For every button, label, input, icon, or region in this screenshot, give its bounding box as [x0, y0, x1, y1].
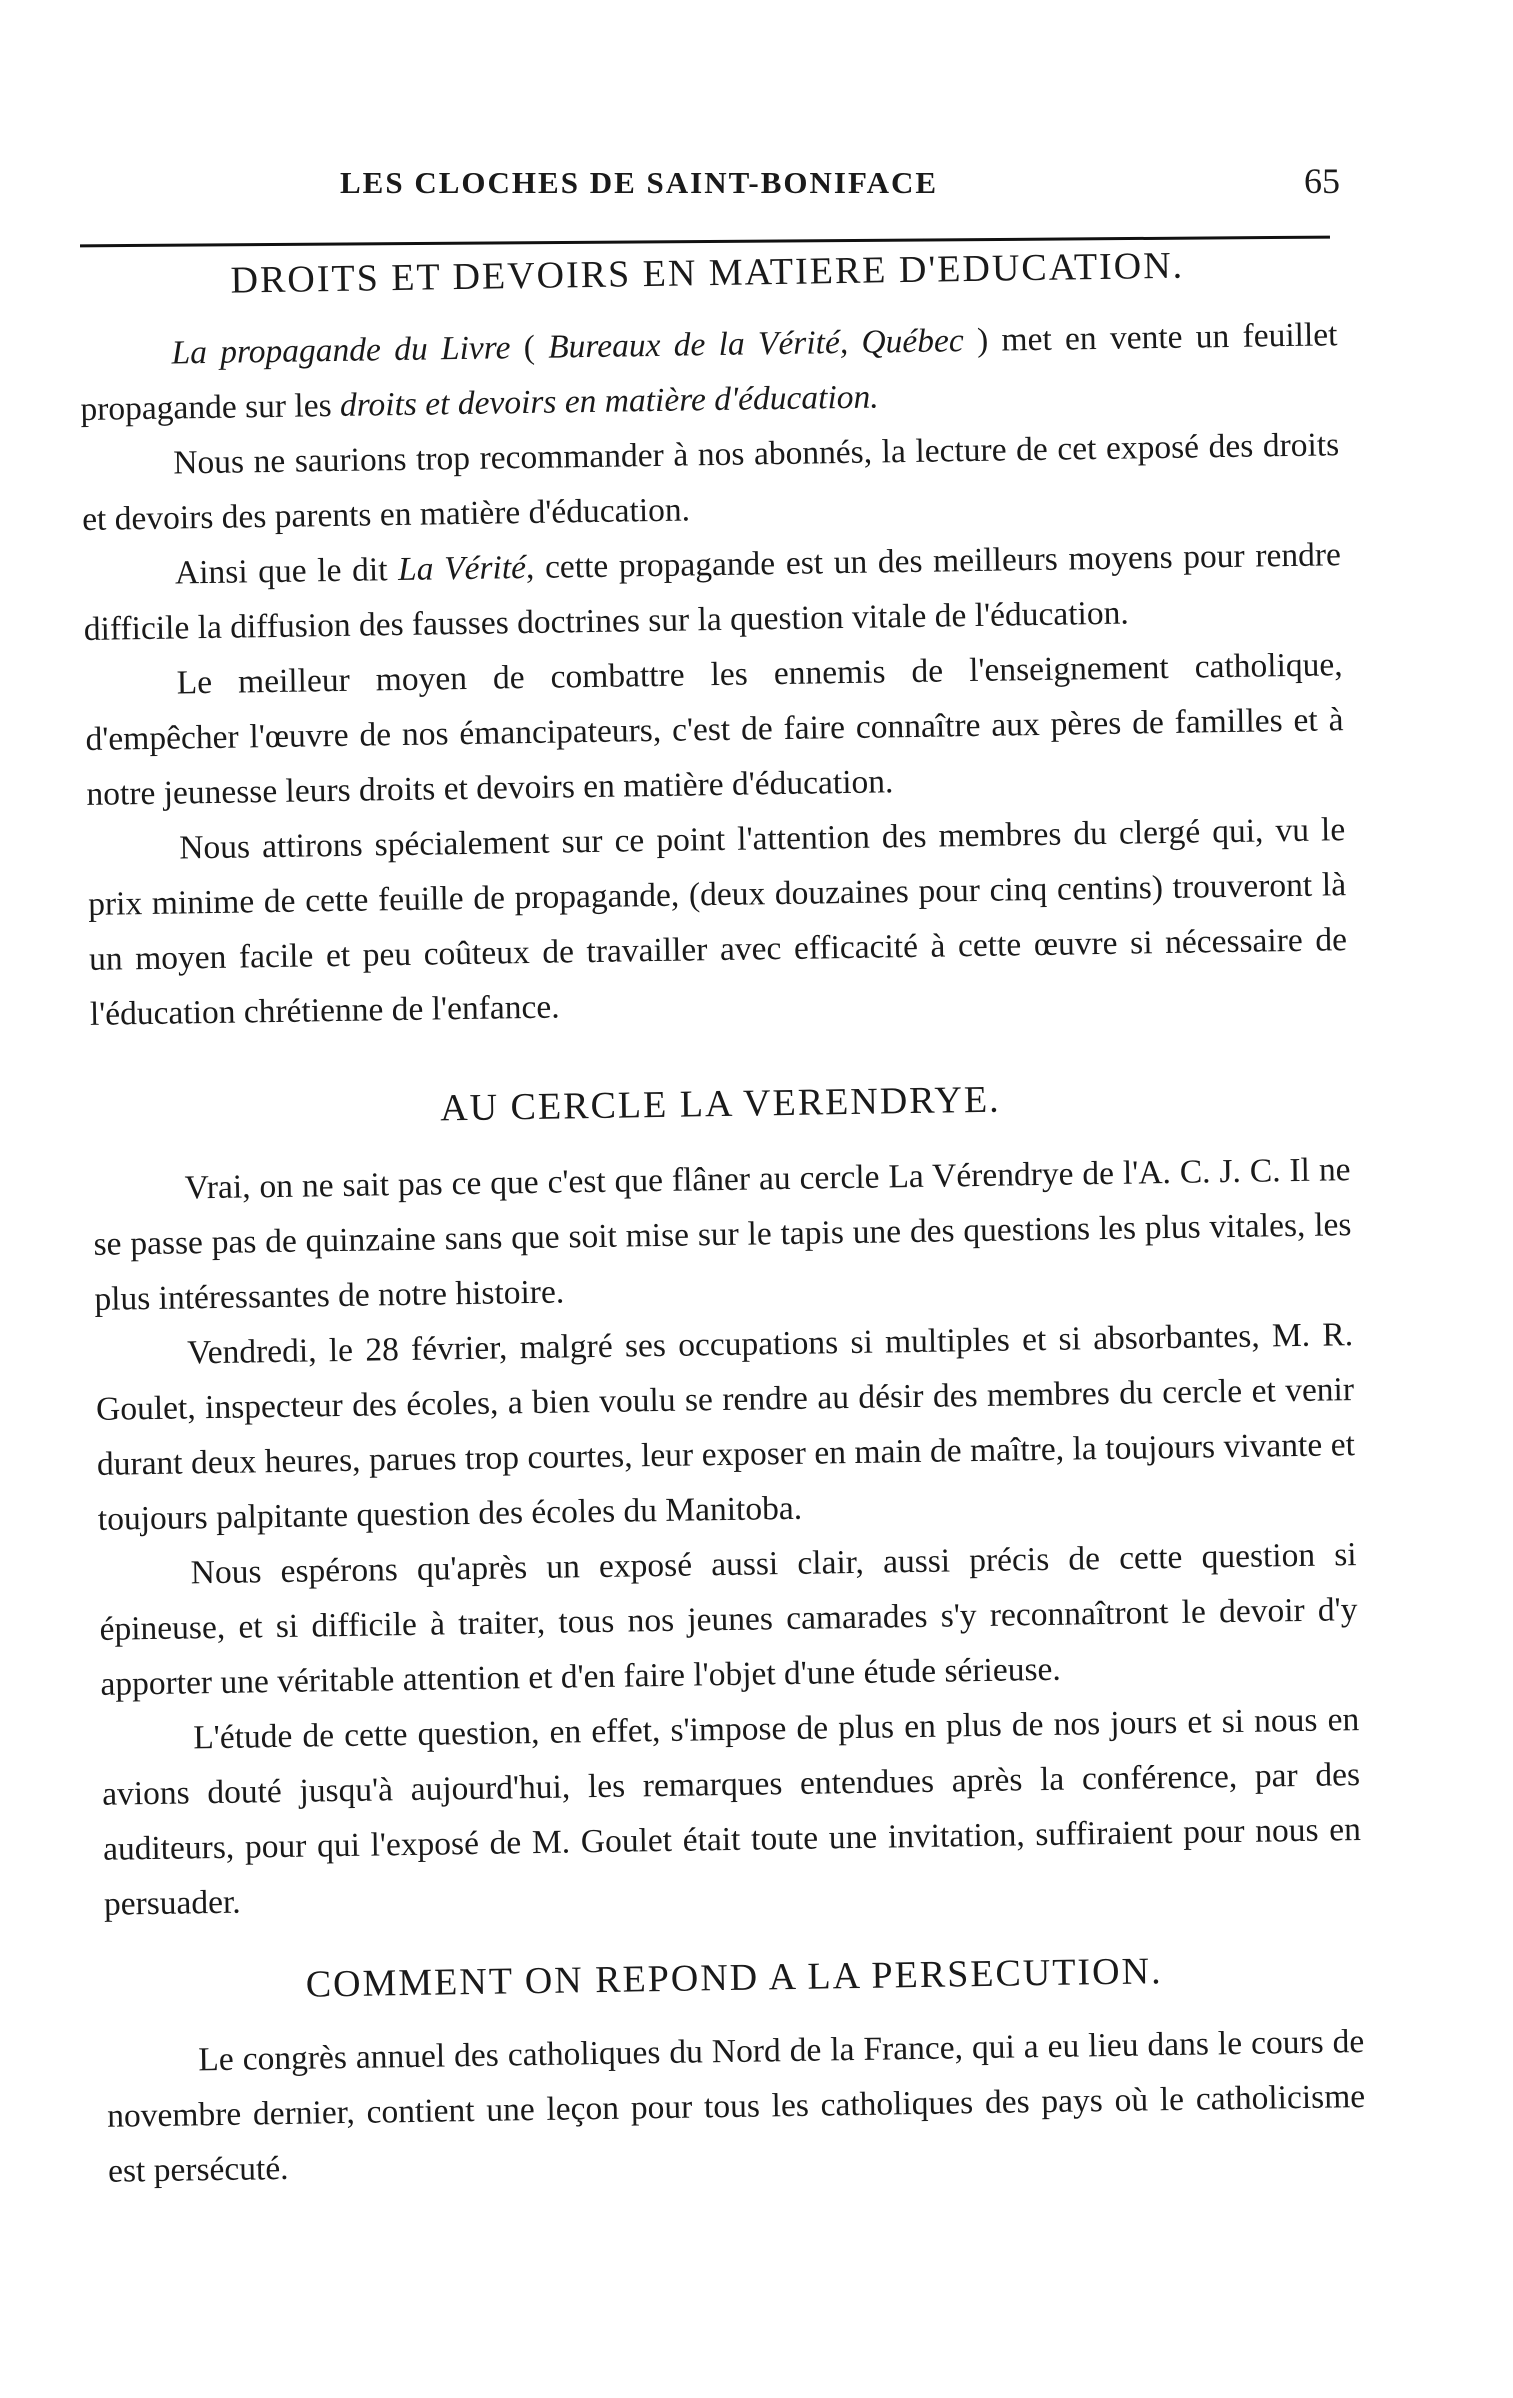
- article-persecution: [105, 1946, 1367, 2199]
- italic-text: Bureaux de la Vérité, Québec: [547, 322, 965, 366]
- text-run: ) met en vente un feuillet propagande sur les: [80, 316, 1338, 428]
- paragraph: Nous espérons qu'après un exposé aussi clair, aussi précis de cette question si épineuse, et si difficile à traiter, tous nos jeunes camarades s'y reconnaîtront le devoir d'y apporter une véritable attention et d'en faire l'objet d'une étude sérieuse.: [99, 1536, 1358, 1703]
- section-title: COMMENT ON REPOND A LA PERSECUTION.: [305, 1950, 1163, 2006]
- text-run: (: [510, 328, 549, 367]
- paragraph: Le meilleur moyen de combattre les ennemis de l'enseignement catholique, d'empêcher l'œuvre de nos émancipateurs, c'est de faire connaître aux pères de familles et à notre jeunesse leurs droits et devoirs en matière d'éducation.: [85, 646, 1344, 813]
- running-head: [340, 160, 1340, 202]
- section-title: DROITS ET DEVOIRS EN MATIERE D'EDUCATION.: [230, 244, 1185, 302]
- paragraph: Le congrès annuel des catholiques du Nord de la France, qui a eu lieu dans le cours de novembre dernier, contient une leçon pour tous les catholiques des pays où le catholicisme est persécuté.: [106, 2023, 1366, 2190]
- italic-text: droits et devoirs en matière d'éducation.: [339, 378, 879, 424]
- article-droits-et-devoirs: [78, 241, 1348, 1042]
- page-body: [78, 235, 1366, 2199]
- paragraph: [79, 307, 1339, 437]
- article-cercle-la-verendrye: [91, 1072, 1362, 1932]
- paragraph: Vrai, on ne sait pas ce que c'est que flâner au cercle La Vérendrye de l'A. C. J. C. Il ne se passe pas de quinzaine sans que soit mise sur le tapis une des questions les plus vitales, les plus intéressantes de notre histoire.: [93, 1151, 1352, 1318]
- paragraph: L'étude de cette question, en effet, s'impose de plus en plus de nos jours et si nous en avions douté jusqu'à aujourd'hui, les remarques entendues après la conférence, par des auditeurs, pour qui l'exposé de M. Goulet était toute une invitation, suffiraient pour nous en persuader.: [101, 1701, 1362, 1923]
- paragraph: Nous attirons spécialement sur ce point l'attention des membres du clergé qui, vu le prix minime de cette feuille de propagande, (deux douzaines pour cinq centins) trouveront là un moyen facile et peu coûteux de travailler avec efficacité à cette œuvre si nécessaire de l'éducation chrétienne de l'enfance.: [87, 811, 1348, 1033]
- italic-text: La propagande du Livre: [171, 329, 511, 372]
- section-title: AU CERCLE LA VERENDRYE.: [439, 1078, 1001, 1130]
- text-run: Ainsi que le dit: [174, 551, 399, 592]
- page-number: 65: [1304, 161, 1340, 201]
- running-title: LES CLOCHES DE SAINT-BONIFACE: [340, 165, 939, 200]
- paragraph: Nous ne saurions trop recommander à nos abonnés, la lecture de cet exposé des droits et devoirs des parents en matière d'éducation.: [81, 426, 1340, 538]
- paragraph: [83, 527, 1343, 657]
- text-run: , cette propagande est un des meilleurs moyens pour rendre difficile la diffusion des fausses doctrines sur la question vitale de l'éducation.: [83, 536, 1342, 648]
- paragraph: Vendredi, le 28 février, malgré ses occupations si multiples et si absorbantes, M. R. Goulet, inspecteur des écoles, a bien voulu se rendre au désir des membres du cercle et venir durant deux heures, parues trop courtes, leur exposer en main de maître, la toujours vivante et toujours palpitante question des écoles du Manitoba.: [95, 1316, 1356, 1538]
- italic-text: La Vérité: [397, 549, 527, 589]
